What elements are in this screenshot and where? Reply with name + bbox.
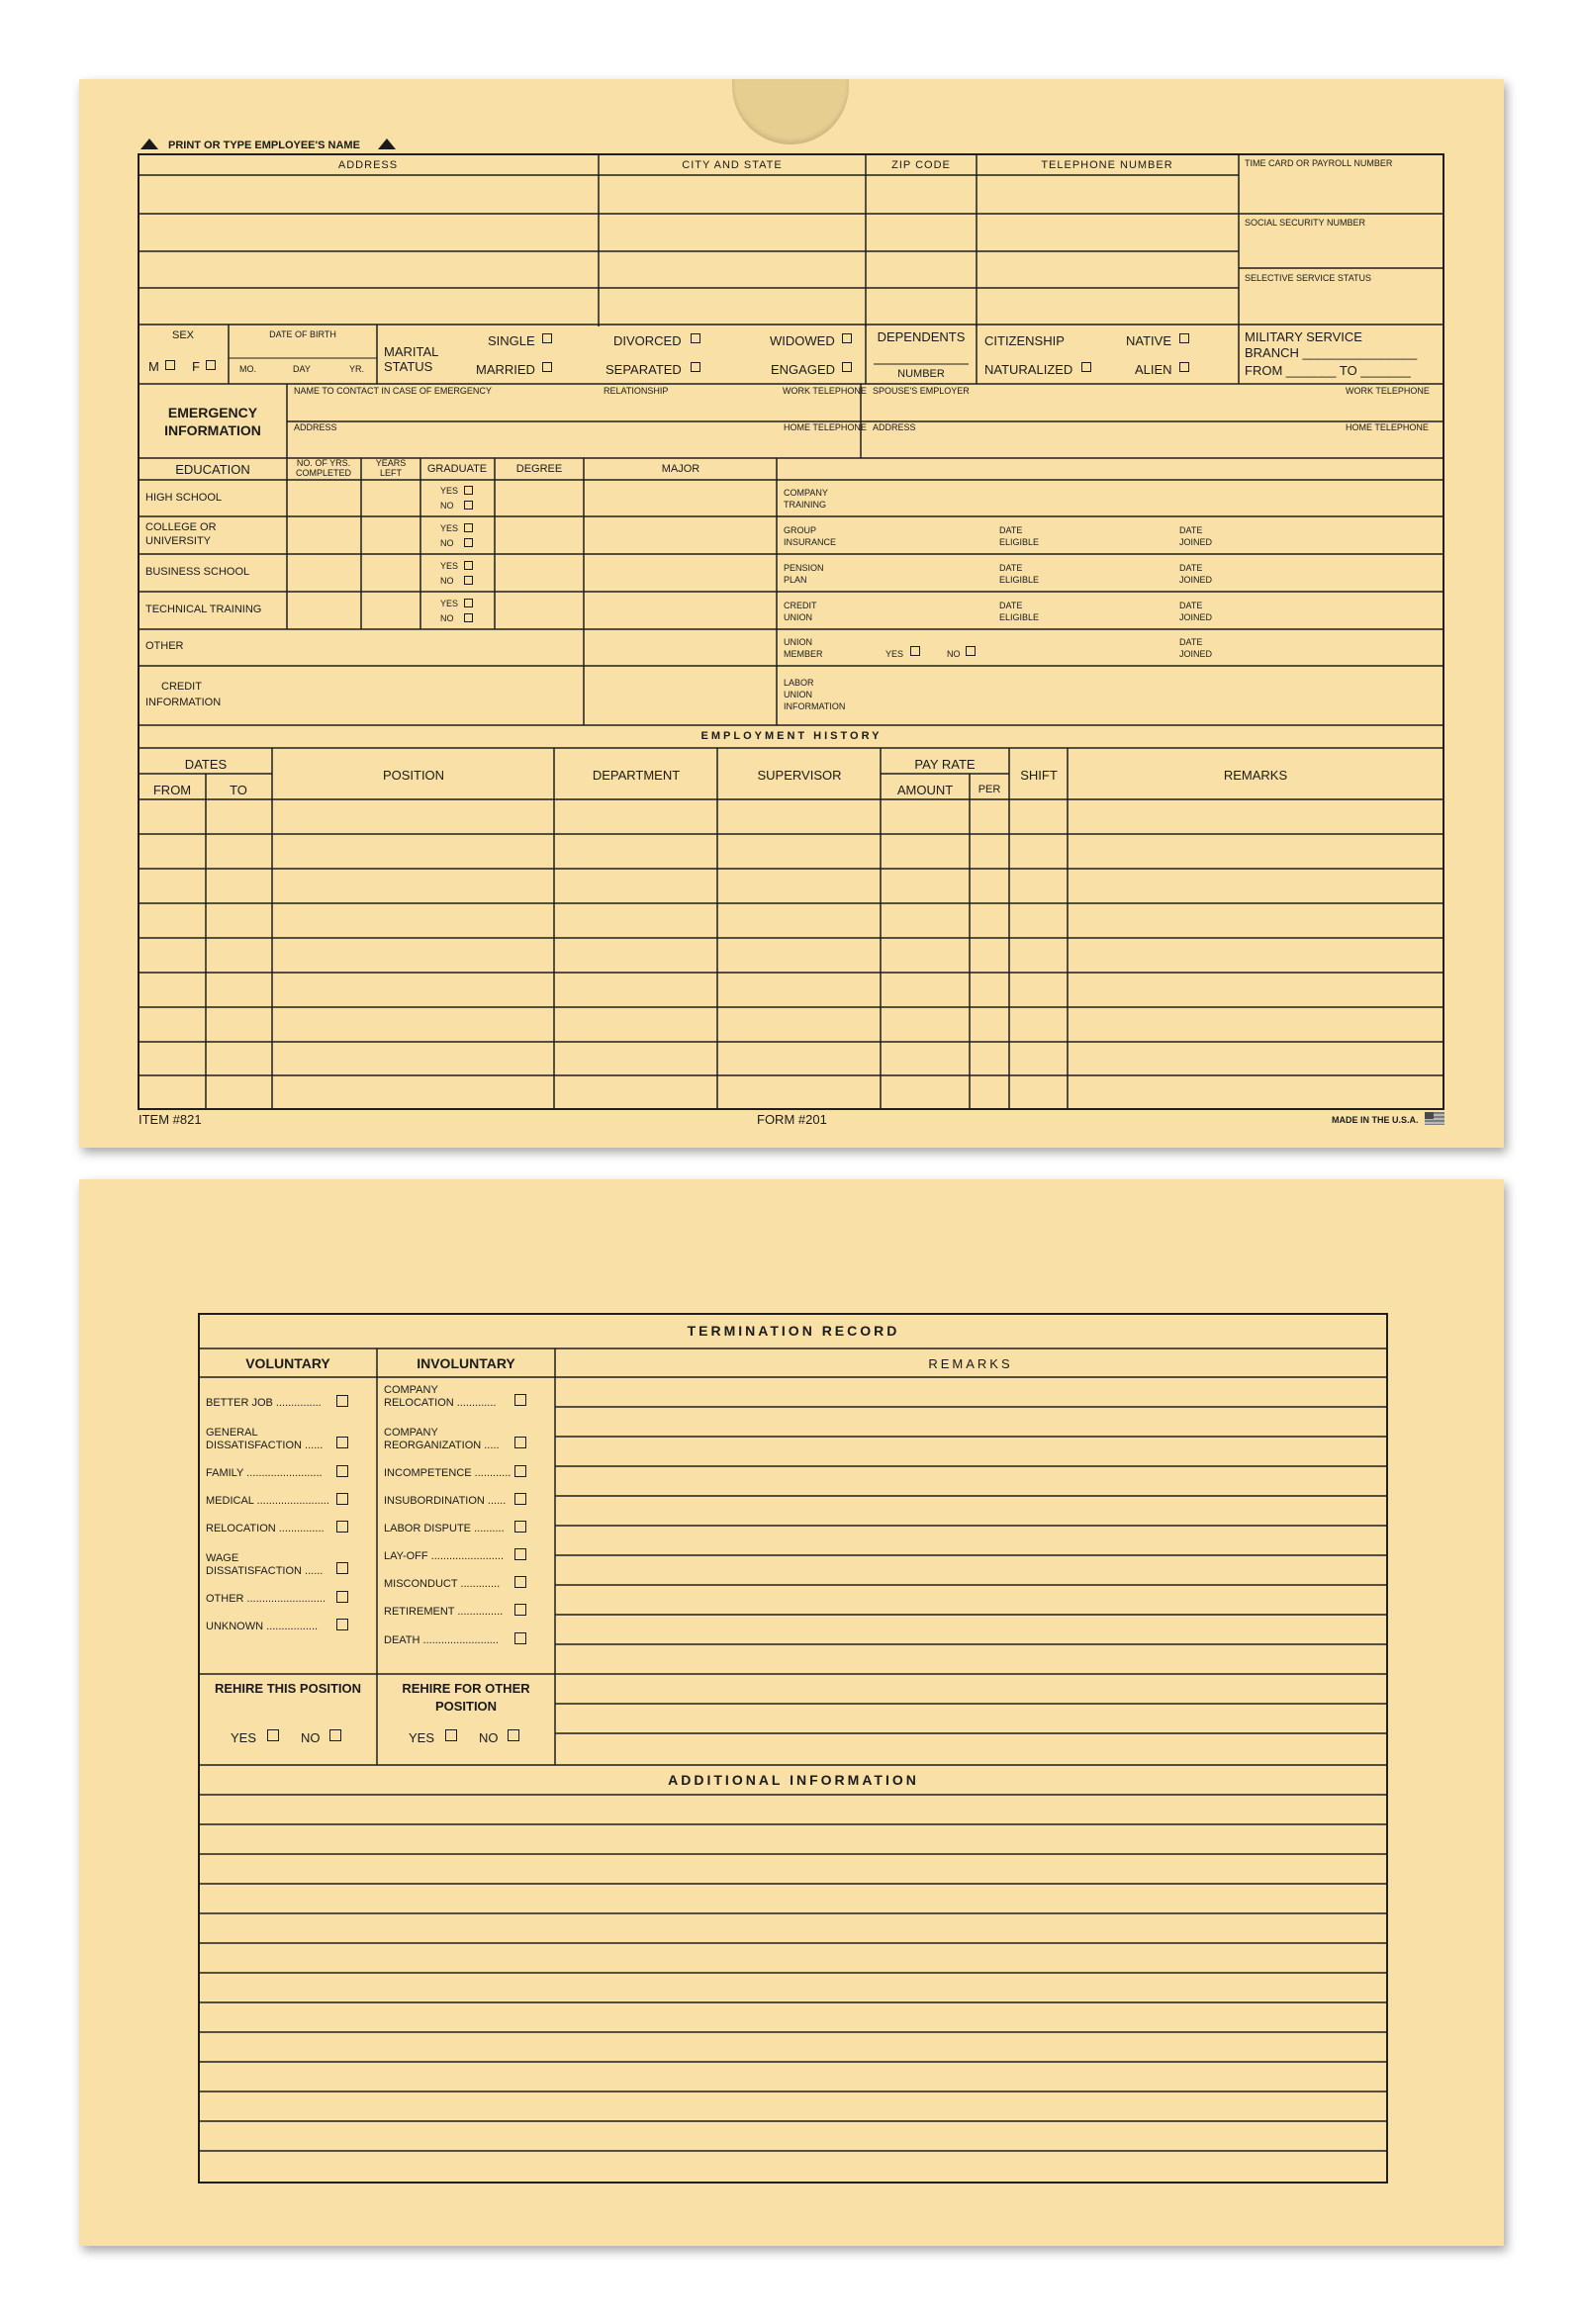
major-header: MAJOR — [661, 463, 700, 475]
union-member-label-2: MEMBER — [784, 649, 823, 659]
lay-off-label: LAY-OFF ........................ — [384, 1550, 505, 1562]
employment-history-title: EMPLOYMENT HISTORY — [700, 730, 883, 742]
relationship-label: RELATIONSHIP — [604, 386, 669, 396]
department-header: DEPARTMENT — [592, 768, 681, 783]
business-no-label: NO — [440, 576, 454, 586]
rehire-this-no-checkbox[interactable] — [329, 1729, 341, 1741]
rehire-this-yes-label: YES — [231, 1730, 257, 1745]
credit-union-label-2: UNION — [784, 612, 812, 622]
group-date-eligible-label-2: ELIGIBLE — [999, 537, 1040, 547]
years-left-header: YEARS — [375, 458, 407, 468]
better-job-checkbox[interactable] — [336, 1395, 348, 1407]
college-no-label: NO — [440, 538, 454, 548]
information-label: INFORMATION — [164, 422, 261, 438]
widowed-label: WIDOWED — [770, 333, 835, 348]
pension-plan-label-2: PLAN — [784, 575, 807, 585]
rehire-this-position-label: REHIRE THIS POSITION — [214, 1681, 362, 1696]
pension-date-eligible-label: DATE — [999, 563, 1023, 573]
to-header: TO — [230, 783, 247, 797]
graduate-header: GRADUATE — [426, 463, 488, 475]
emergency-address-label: ADDRESS — [294, 422, 337, 432]
other-reason-label: OTHER .......................... — [206, 1593, 326, 1605]
lay-off-checkbox[interactable] — [514, 1548, 526, 1560]
misconduct-label: MISCONDUCT ............. — [384, 1578, 501, 1590]
rehire-this-no-label: NO — [301, 1730, 321, 1745]
termination-record-title: TERMINATION RECORD — [687, 1323, 900, 1339]
military-from-to-label: FROM _______ TO _______ — [1245, 363, 1411, 378]
amount-header: AMOUNT — [896, 783, 954, 797]
group-date-joined-label: DATE — [1179, 525, 1203, 535]
credit-date-eligible-label: DATE — [999, 601, 1023, 610]
company-training-label: COMPANY — [784, 488, 828, 498]
made-in-usa: MADE IN THE U.S.A. — [1332, 1115, 1419, 1125]
emergency-label: EMERGENCY — [167, 405, 258, 420]
dob-year-label: YR. — [349, 364, 365, 374]
female-label: F — [192, 359, 200, 374]
dob-label: DATE OF BIRTH — [269, 329, 336, 339]
rehire-other-yes-checkbox[interactable] — [445, 1729, 457, 1741]
company-relocation-checkbox[interactable] — [514, 1394, 526, 1406]
education-header: EDUCATION — [175, 462, 250, 477]
union-no-label: NO — [947, 649, 961, 659]
wage-dissatisfaction-label: WAGE — [206, 1552, 239, 1564]
business-school-label: BUSINESS SCHOOL — [145, 566, 250, 578]
divorced-label: DIVORCED — [613, 333, 682, 348]
additional-information-title: ADDITIONAL INFORMATION — [668, 1772, 919, 1788]
labor-union-label-2: UNION — [784, 690, 812, 699]
misconduct-checkbox[interactable] — [514, 1576, 526, 1588]
medical-checkbox[interactable] — [336, 1493, 348, 1505]
death-checkbox[interactable] — [514, 1632, 526, 1644]
unknown-label: UNKNOWN ................. — [206, 1621, 319, 1632]
insubordination-checkbox[interactable] — [514, 1493, 526, 1505]
ssn-label: SOCIAL SECURITY NUMBER — [1245, 218, 1366, 228]
military-branch-label: BRANCH ________________ — [1245, 345, 1418, 360]
item-number: ITEM #821 — [139, 1112, 202, 1127]
naturalized-label: NATURALIZED — [984, 362, 1073, 377]
other-label: OTHER — [145, 640, 184, 652]
general-dissatisfaction-label: GENERAL — [206, 1427, 258, 1439]
pension-plan-label: PENSION — [784, 563, 824, 573]
credit-date-joined-label: DATE — [1179, 601, 1203, 610]
male-label: M — [148, 359, 159, 374]
work-telephone-label: WORK TELEPHONE — [783, 386, 867, 396]
labor-dispute-checkbox[interactable] — [514, 1521, 526, 1533]
college-yes-label: YES — [440, 523, 459, 533]
pension-date-joined-label: DATE — [1179, 563, 1203, 573]
family-label: FAMILY ......................... — [206, 1467, 323, 1479]
address-header: ADDRESS — [337, 159, 399, 171]
unknown-checkbox[interactable] — [336, 1619, 348, 1630]
credit-label: CREDIT — [161, 681, 202, 693]
credit-date-eligible-label-2: ELIGIBLE — [999, 612, 1040, 622]
better-job-label: BETTER JOB ............... — [206, 1397, 322, 1409]
credit-union-label: CREDIT — [784, 601, 817, 610]
group-date-eligible-label: DATE — [999, 525, 1023, 535]
group-insurance-label: GROUP — [784, 525, 817, 535]
company-reorganization-label-2: REORGANIZATION ..... — [384, 1440, 500, 1451]
incompetence-checkbox[interactable] — [514, 1465, 526, 1477]
retirement-checkbox[interactable] — [514, 1604, 526, 1616]
years-completed-header: NO. OF YRS. — [296, 458, 351, 468]
spouse-employer-label: SPOUSE'S EMPLOYER — [873, 386, 970, 396]
separated-label: SEPARATED — [605, 362, 682, 377]
union-yes-label: YES — [885, 649, 904, 659]
rehire-other-label-2: POSITION — [434, 1699, 498, 1714]
from-header: FROM — [152, 783, 192, 797]
union-member-label: UNION — [784, 637, 812, 647]
voluntary-header: VOLUNTARY — [245, 1355, 330, 1371]
home-telephone-label: HOME TELEPHONE — [784, 422, 867, 432]
business-yes-label: YES — [440, 561, 459, 571]
relocation-label: RELOCATION ............... — [206, 1523, 325, 1534]
selective-service-label: SELECTIVE SERVICE STATUS — [1245, 273, 1372, 283]
status-label: STATUS — [384, 359, 433, 374]
married-label: MARRIED — [476, 362, 535, 377]
credit-information-label: INFORMATION — [145, 697, 222, 708]
retirement-label: RETIREMENT ............... — [384, 1606, 504, 1618]
labor-union-label: LABOR — [784, 678, 814, 688]
spouse-home-telephone-label: HOME TELEPHONE — [1346, 422, 1429, 432]
degree-header: DEGREE — [515, 463, 563, 475]
shift-header: SHIFT — [1020, 768, 1058, 783]
hs-yes-label: YES — [440, 486, 459, 496]
wage-dissatisfaction-label-2: DISSATISFACTION ...... — [206, 1565, 324, 1577]
position-header: POSITION — [382, 768, 445, 783]
supervisor-header: SUPERVISOR — [757, 768, 842, 783]
other-reason-checkbox[interactable] — [336, 1591, 348, 1603]
remarks-header-back: REMARKS — [928, 1356, 1013, 1371]
zip-header: ZIP CODE — [891, 159, 951, 171]
family-checkbox[interactable] — [336, 1465, 348, 1477]
group-insurance-label-2: INSURANCE — [784, 537, 837, 547]
technical-training-label: TECHNICAL TRAINING — [145, 604, 262, 615]
wage-dissatisfaction-checkbox[interactable] — [336, 1562, 348, 1574]
engaged-label: ENGAGED — [771, 362, 836, 377]
telephone-header: TELEPHONE NUMBER — [1041, 159, 1173, 171]
alien-label: ALIEN — [1135, 362, 1172, 377]
union-date-joined-label-2: JOINED — [1179, 649, 1213, 659]
years-completed-header-2: COMPLETED — [295, 468, 352, 478]
single-label: SINGLE — [488, 333, 535, 348]
union-date-joined-label: DATE — [1179, 637, 1203, 647]
marital-label: MARITAL — [384, 344, 439, 359]
rehire-other-label: REHIRE FOR OTHER — [402, 1681, 530, 1696]
city-state-header: CITY AND STATE — [682, 159, 783, 171]
form-number: FORM #201 — [757, 1112, 827, 1127]
general-dissatisfaction-checkbox[interactable] — [336, 1437, 348, 1448]
military-service-label: MILITARY SERVICE — [1245, 329, 1362, 344]
sex-label: SEX — [171, 329, 195, 341]
college-label: COLLEGE OR — [145, 521, 217, 533]
technical-no-label: NO — [440, 613, 454, 623]
relocation-checkbox[interactable] — [336, 1521, 348, 1533]
insubordination-label: INSUBORDINATION ...... — [384, 1495, 507, 1507]
hs-no-label: NO — [440, 501, 454, 511]
high-school-label: HIGH SCHOOL — [145, 492, 223, 504]
incompetence-label: INCOMPETENCE ............ — [384, 1467, 512, 1479]
group-date-joined-label-2: JOINED — [1179, 537, 1213, 547]
dependents-number-label: NUMBER — [897, 368, 945, 380]
years-left-header-2: LEFT — [379, 468, 403, 478]
rehire-this-yes-checkbox[interactable] — [267, 1729, 279, 1741]
company-training-label-2: TRAINING — [784, 500, 827, 510]
spouse-address-label: ADDRESS — [873, 422, 916, 432]
company-reorganization-checkbox[interactable] — [514, 1437, 526, 1448]
citizenship-label: CITIZENSHIP — [984, 333, 1065, 348]
credit-date-joined-label-2: JOINED — [1179, 612, 1213, 622]
dob-day-label: DAY — [293, 364, 311, 374]
rehire-other-yes-label: YES — [409, 1730, 435, 1745]
dates-header: DATES — [184, 757, 228, 772]
pay-rate-header: PAY RATE — [914, 757, 976, 772]
per-header: PER — [978, 784, 1001, 795]
remarks-header: REMARKS — [1223, 768, 1288, 783]
dob-month-label: MO. — [239, 364, 256, 374]
native-label: NATIVE — [1126, 333, 1171, 348]
print-name-label: PRINT OR TYPE EMPLOYEE'S NAME — [168, 139, 360, 151]
spouse-work-telephone-label: WORK TELEPHONE — [1346, 386, 1430, 396]
medical-label: MEDICAL ........................ — [206, 1495, 329, 1507]
rehire-other-no-checkbox[interactable] — [508, 1729, 519, 1741]
dependents-label: DEPENDENTS — [877, 329, 966, 344]
labor-union-label-3: INFORMATION — [784, 701, 846, 711]
general-dissatisfaction-label-2: DISSATISFACTION ...... — [206, 1440, 324, 1451]
labor-dispute-label: LABOR DISPUTE .......... — [384, 1523, 505, 1534]
pension-date-joined-label-2: JOINED — [1179, 575, 1213, 585]
company-reorganization-label: COMPANY — [384, 1427, 438, 1439]
pension-date-eligible-label-2: ELIGIBLE — [999, 575, 1040, 585]
emergency-contact-label: NAME TO CONTACT IN CASE OF EMERGENCY — [294, 386, 492, 396]
involuntary-header: INVOLUNTARY — [417, 1355, 515, 1371]
time-card-label: TIME CARD OR PAYROLL NUMBER — [1245, 158, 1393, 168]
university-label: UNIVERSITY — [145, 535, 212, 547]
company-relocation-label: COMPANY — [384, 1384, 438, 1396]
company-relocation-label-2: RELOCATION ............. — [384, 1397, 497, 1409]
technical-yes-label: YES — [440, 599, 459, 608]
rehire-other-no-label: NO — [479, 1730, 499, 1745]
death-label: DEATH ......................... — [384, 1634, 499, 1646]
